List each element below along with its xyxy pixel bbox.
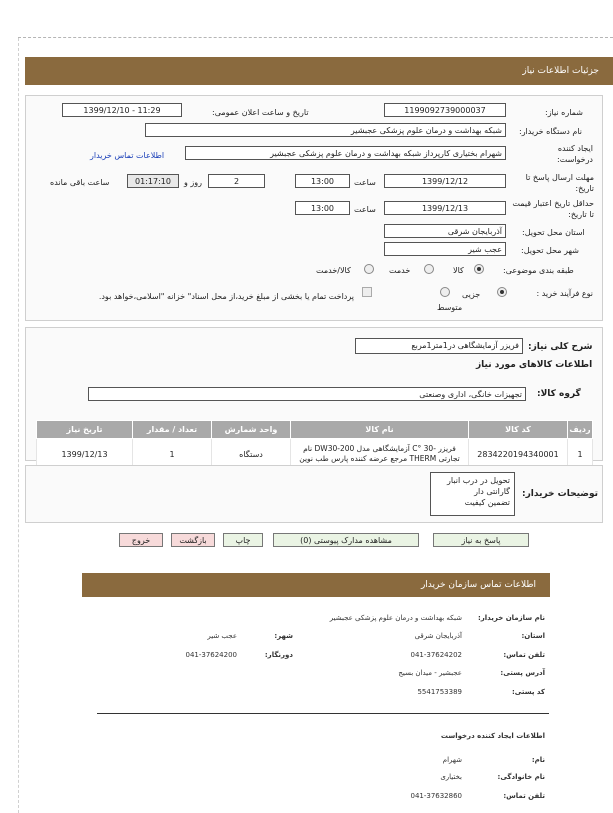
min-price-time-field: 13:00 [295,201,350,215]
remaining-time-field: 01:17:10 [127,174,179,188]
requester-phone-label: تلفن تماس: [503,792,545,800]
cell-name: فریزر -30 °C آزمایشگاهی مدل DW30-200 نام تجارتی THERM مرجع عرضه کننده پارس طب نوین [291,439,469,470]
goods-title: اطلاعات کالاهای مورد نیاز [476,360,593,370]
requester-name-label: نام: [531,756,545,764]
buyer-notes-panel [25,465,603,523]
requester-name-value: شهرام [442,756,462,764]
reply-button[interactable]: پاسخ به نیاز [433,533,529,547]
process-medium-radio[interactable] [440,287,450,297]
process-label: نوع فرآیند خرید : [536,289,593,298]
print-button[interactable]: چاپ [223,533,263,547]
summary-label: شرح کلی نیاز: [528,342,593,352]
deadline-label: مهلت ارسال پاسخ تا تاریخ: [525,173,594,193]
process-partial-radio[interactable] [497,287,507,297]
cell-code: 2834220194340001 [469,439,568,470]
contact-postal-label: کد پستی: [511,688,545,696]
contact-fax-value: 041-37624200 [185,651,237,659]
goods-group-label: گروه کالا: [537,389,581,399]
min-price-label: حداقل تاریخ اعتبار قیمت تا تاریخ: [512,199,594,219]
contact-header [82,573,550,597]
category-goods-label: کالا [453,266,464,275]
contact-phone-label: تلفن تماس: [503,651,545,659]
col-name: نام کالا [291,421,469,439]
requester-phone-value: 041-37632860 [410,792,462,800]
treasury-payment-note: پرداخت تمام یا بخشی از مبلغ خرید،از محل اسناد" خزانه "اسلامی،خواهد بود. [98,292,354,301]
contact-org-value: شبکه بهداشت و درمان علوم پزشکی عجبشیر [329,614,462,622]
days-label: روز و [184,178,202,187]
process-partial-label: جزیی [462,290,481,299]
cell-unit: دستگاه [212,439,291,470]
col-code: کد کالا [469,421,568,439]
remaining-time-label: ساعت باقی مانده [50,178,110,187]
creator-label: ایجاد کننده درخواست: [557,144,593,164]
category-both-label: کالا/خدمت [316,266,351,275]
attachments-button[interactable]: مشاهده مدارک پیوستی (0) [273,533,419,547]
cell-date: 1399/12/13 [37,439,133,470]
category-label: طبقه بندی موضوعی: [503,266,574,275]
contact-phone-value: 041-37624202 [410,651,462,659]
col-date: تاریخ نیاز [37,421,133,439]
treasury-payment-checkbox[interactable] [362,287,372,297]
requester-family-label: نام خانوادگی: [497,773,545,781]
province-label: استان محل تحویل: [522,228,585,237]
contact-org-label: نام سازمان خریدار: [477,614,545,622]
contact-postal-value: 5541753389 [417,688,462,696]
need-number-label: شماره نیاز: [545,108,583,117]
days-field: 2 [208,174,265,188]
left-border-line [18,38,20,813]
details-header [25,57,613,85]
cell-qty: 1 [133,439,212,470]
goods-table-header [37,421,593,439]
min-price-date-field: 1399/12/13 [384,201,506,215]
announce-label: تاریخ و ساعت اعلان عمومی: [212,108,309,117]
city-field: عجب شیر [384,242,506,256]
contact-address-label: آدرس پستی: [500,669,545,677]
contact-province-value: آذربایجان شرقی [414,632,462,640]
deadline-time-field: 13:00 [295,174,350,188]
buyer-notes-label: توضیحات خریدار: [522,489,598,499]
buyer-contact-link[interactable]: اطلاعات تماس خریدار [90,151,165,160]
summary-field: فریزر آزمایشگاهی در1متر1مربع [355,338,523,354]
col-unit: واحد شمارش [212,421,291,439]
back-button[interactable]: بازگشت [171,533,215,547]
contact-title: اطلاعات تماس سازمان خریدار [420,580,536,590]
buyer-note-line-2: گارانتی دار [474,487,510,496]
category-service-label: خدمت [389,266,411,275]
buyer-org-label: نام دستگاه خریدار: [519,127,582,136]
contact-divider [97,713,549,714]
category-goods-radio[interactable] [474,264,484,274]
buyer-notes-box [430,472,515,516]
breadcrumb[interactable]: جزئیات اطلاعات نیاز [522,66,599,76]
announce-field: 1399/12/10 - 11:29 [62,103,182,117]
goods-group-field: تجهیزات خانگی، اداری وصنعتی [88,387,526,401]
buyer-note-line-3: تضمین کیفیت [464,498,510,507]
contact-fax-label: دورنگار: [264,651,293,659]
exit-button[interactable]: خروج [119,533,163,547]
contact-city-label: شهر: [274,632,293,640]
creator-field: شهرام بختیاری کارپرداز شبکه بهداشت و درمان علوم پزشکی عجبشیر [185,146,506,160]
buyer-org-field: شبکه بهداشت و درمان علوم پزشکی عجبشیر [145,123,506,137]
deadline-time-label: ساعت [354,178,376,187]
requester-title: اطلاعات ایجاد کننده درخواست [440,732,545,740]
contact-province-label: استان: [521,632,545,640]
contact-address-value: عجبشیر - میدان بسیج [398,669,462,677]
process-medium-label: متوسط [437,303,463,312]
col-qty: تعداد / مقدار [133,421,212,439]
city-label: شهر محل تحویل: [521,246,579,255]
top-separator [18,37,613,38]
buyer-note-line-1: تحویل در درب انبار [447,476,510,485]
category-both-radio[interactable] [364,264,374,274]
requester-family-value: بختیاری [440,773,462,781]
deadline-date-field: 1399/12/12 [384,174,506,188]
cell-row: 1 [568,439,593,470]
category-service-radio[interactable] [424,264,434,274]
need-number-field: 1199092739000037 [384,103,506,117]
col-row: ردیف [568,421,593,439]
province-field: آذربایجان شرقی [384,224,506,238]
min-price-time-label: ساعت [354,205,376,214]
contact-city-value: عجب شیر [207,632,237,640]
goods-table [36,420,593,470]
